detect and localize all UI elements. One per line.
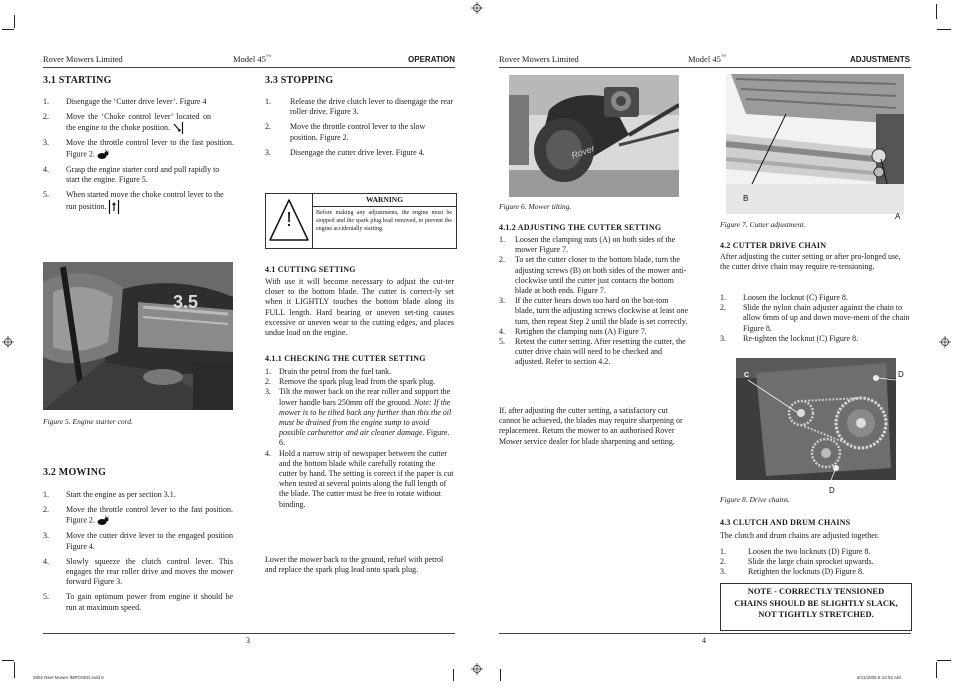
- section-title-cutting-setting: 4.1 CUTTING SETTING: [265, 265, 356, 274]
- mowing-list: [43, 490, 233, 613]
- cutter-chain-list: [720, 293, 910, 344]
- label-a: A: [895, 212, 901, 221]
- checking-closing-text: Lower the mower back to the ground, refuel with petrol and replace the spark plug lead onto spark plug.: [265, 555, 444, 575]
- page-number: 3: [246, 636, 250, 645]
- registration-mark-icon: [2, 336, 14, 348]
- label-d-top: D: [898, 370, 904, 379]
- section-title-clutch-chains: 4.3 CLUTCH AND DRUM CHAINS: [720, 518, 851, 527]
- registration-mark-icon: [471, 663, 483, 675]
- choke-run-icon: [108, 200, 120, 214]
- header-rule: [499, 67, 911, 68]
- section-title-starting: 3.1 STARTING: [43, 75, 112, 86]
- list-item: 1. Loosen the locknut (C) Figure 8.: [720, 293, 848, 302]
- figure-8-photo: [736, 358, 896, 480]
- list-item: 3. Move the throttle control lever to the fast position. Figure 2.: [43, 138, 234, 158]
- hare-fast-icon: [97, 515, 109, 526]
- crop-mark: [937, 660, 951, 661]
- list-item: 3. Tilt the mower back on the rear roller and support the lower handle bars 250mm off the ground. Note: If the mower is to be tilted back any further than this the oil must be drained from the engine sump to avoid possible carburettor and air cleaner damage. Figure. 6.: [265, 387, 452, 448]
- checking-list: [265, 367, 454, 510]
- list-item: 2. To set the cutter closer to the bottom blade, turn the adjusting screws (B) on both sides of the mower anti-clockwise until the cutter just contacts the bottom blade at both ends. Figure 7.: [499, 255, 687, 296]
- adjusting-list: [499, 235, 689, 368]
- warning-symbol: !: [286, 209, 292, 231]
- crop-mark: [937, 29, 951, 30]
- figure-5-caption: Figure 5. Engine starter cord.: [43, 417, 133, 426]
- list-item: 3. Re-tighten the locknut (C) Figure 8.: [720, 333, 859, 343]
- mower-tilting-image: [509, 75, 679, 197]
- footer-rule: [43, 633, 455, 634]
- list-item: 5. Retest the cutter setting. After resetting the cutter, the cutter drive chain will need to be checked and adjusted. Refer to section 4.2.: [499, 337, 686, 367]
- footer-rule: [499, 633, 911, 634]
- crop-mark: [14, 15, 15, 28]
- brand-label: Rover: [570, 143, 597, 161]
- warning-box: [265, 193, 457, 249]
- list-item: 3. Retighten the locknuts (D) Figure 8.: [720, 567, 864, 577]
- warning-title: WARNING: [313, 194, 456, 207]
- stopping-list: [265, 97, 455, 158]
- crop-mark: [453, 669, 454, 681]
- header-company: Rover Mowers Limited: [499, 54, 579, 64]
- label-c: C: [744, 372, 750, 379]
- list-item: 1. Loosen the two locknuts (D) Figure 8.: [720, 547, 871, 556]
- header-section: OPERATION: [408, 55, 455, 64]
- crop-mark: [500, 669, 501, 681]
- list-item: 3. If the cutter bears down too hard on the bot-tom blade, turn the adjusting screws clockwise at least one turn, then repeat Step 2 until the blade is set correctly.: [499, 296, 689, 326]
- header-model: Model 45™: [233, 54, 271, 64]
- figure-5-photo: [43, 262, 233, 410]
- crop-mark: [936, 662, 937, 678]
- list-item: 2. Slide the nylon chain adjuster against the chain to allow 6mm of up and down move-ment of the chain Figure 8.: [720, 303, 910, 333]
- adjusting-closing-text: If, after adjusting the cutter setting, a satisfactory cut cannot be achieved, the blades may require sharpening or replacement. Return the mower to an authorised Rover Mower service dealer for blade sharpening and setting.: [499, 406, 683, 446]
- list-item: 4. Grasp the engine starter cord and pull rapidly to start the engine. Figure 5.: [43, 164, 220, 184]
- list-item: 1. Loosen the clamping nuts (A) on both sides of the mower Figure 7.: [499, 235, 676, 255]
- figure-7-caption: Figure 7. Cutter adjustment.: [720, 220, 806, 229]
- note-box: [720, 583, 912, 631]
- engine-starter-image: [43, 262, 233, 410]
- list-item: 1. Disengage the ‘Cutter drive lever’. Figure 4: [43, 97, 207, 106]
- slug-left: 2892 Reel Mower IMPOSED.indd 6: [33, 675, 104, 680]
- section-title-cutter-chain: 4.2 CUTTER DRIVE CHAIN: [720, 241, 827, 250]
- list-item: 3. Disengage the cutter drive lever. Figure 4.: [265, 147, 425, 157]
- list-item: 2. Remove the spark plug lead from the spark plug.: [265, 377, 436, 387]
- list-item: 1. Drain the petrol from the fuel tank.: [265, 367, 392, 376]
- section-title-stopping: 3.3 STOPPING: [265, 75, 334, 86]
- list-item: 2. Move the throttle control lever to the slow position. Figure 2.: [265, 122, 426, 142]
- page-number: 4: [702, 636, 706, 645]
- note-line: NOT TIGHTLY STRETCHED.: [758, 609, 874, 619]
- drive-chains-image: [736, 358, 896, 480]
- list-item: 4. Slowly squeeze the clutch control lever. This engages the rear roller drive and moves the mower forward Figure 3.: [43, 556, 233, 587]
- registration-mark-icon: [471, 2, 483, 14]
- list-item: 4. Retighen the clamping nuts (A) Figure 7.: [499, 326, 647, 336]
- figure-7-photo: [726, 74, 904, 214]
- engine-label: 3.5: [173, 292, 199, 312]
- list-item: 2. Slide the large chain sprocket upwards.: [720, 557, 874, 567]
- section-title-adjusting: 4.1.2 ADJUSTING THE CUTTER SETTING: [499, 223, 662, 232]
- figure-6-photo: [509, 75, 679, 197]
- figure-8-caption: Figure 8. Drive chains.: [720, 495, 790, 504]
- registration-mark-icon: [939, 336, 951, 348]
- cutter-adjustment-image: [726, 74, 904, 214]
- cutting-setting-text: With use it will become necessary to adjust the cut-ter closer to the bottom blade. The cutter is correct-ly set when it LIGHTLY touches the bottom blade along its FULL length. Hard bearing or uneven set-ting causes excessive or uneven wear to the cutting edges, and places undue load on the engine.: [265, 277, 454, 338]
- crop-mark: [936, 4, 937, 19]
- list-item: 1. Release the drive clutch lever to disengage the rear roller drive. Figure 3.: [265, 97, 454, 117]
- list-item: 1. Start the engine as per section 3.1.: [43, 490, 176, 499]
- header-company: Rover Mowers Limited: [43, 54, 123, 64]
- section-title-checking: 4.1.1 CHECKING THE CUTTER SETTING: [265, 354, 426, 363]
- label-b: B: [743, 194, 749, 203]
- list-item: 2. Move the ‘Choke control lever’ located on the engine to the choke position.: [43, 112, 211, 134]
- label-d-bottom: D: [829, 486, 835, 495]
- clutch-chains-list: [720, 547, 910, 578]
- cutter-chain-text: After adjusting the cutter setting or after pro-longed use, the cutter drive chain may require re-tensioning.: [720, 252, 901, 272]
- crop-mark: [14, 662, 15, 678]
- list-item: 5. When started move the choke control lever to the run position.: [43, 190, 234, 214]
- section-title-mowing: 3.2 MOWING: [43, 467, 107, 478]
- warning-text: Before making any adjustments, the engine must be stopped and the spark plug lead removed, to prevent the engine accidentally starting.: [316, 210, 452, 233]
- header-rule: [43, 67, 455, 68]
- choke-icon: [172, 122, 185, 134]
- slug-right: 6/11/2005 9:12:52 AM: [857, 675, 901, 680]
- clutch-chains-text: The clutch and drum chains are adjusted together.: [720, 531, 880, 540]
- warning-icon-cell: [266, 194, 313, 248]
- hare-fast-icon: [97, 149, 109, 160]
- list-item: 2. Move the throttle control lever to the fast position. Figure 2.: [43, 505, 233, 525]
- list-item: 5. To gain optimum power from engine it should be run at maximum speed.: [43, 592, 233, 612]
- crop-mark: [2, 29, 14, 30]
- note-line: CHAINS SHOULD BE SLIGHTLY SLACK,: [734, 597, 898, 608]
- starting-list: [43, 97, 233, 214]
- header-model: Model 45™: [688, 54, 726, 64]
- list-item: 3. Move the cutter drive lever to the engaged position Figure 4.: [43, 531, 233, 551]
- crop-mark: [2, 660, 14, 661]
- list-item: 4. Hold a narrow strip of newspaper between the cutter and the bottom blade while carefully rotating the cutter by hand. The setting is correct if the paper is cut when tested at several points along the full length of the blade. The cutter must be free to rotate without binding.: [265, 448, 454, 509]
- header-section: ADJUSTMENTS: [849, 55, 910, 64]
- figure-6-caption: Figure 6. Mower tilting.: [499, 202, 572, 211]
- note-line: NOTE - CORRECTLY TENSIONED: [747, 586, 885, 596]
